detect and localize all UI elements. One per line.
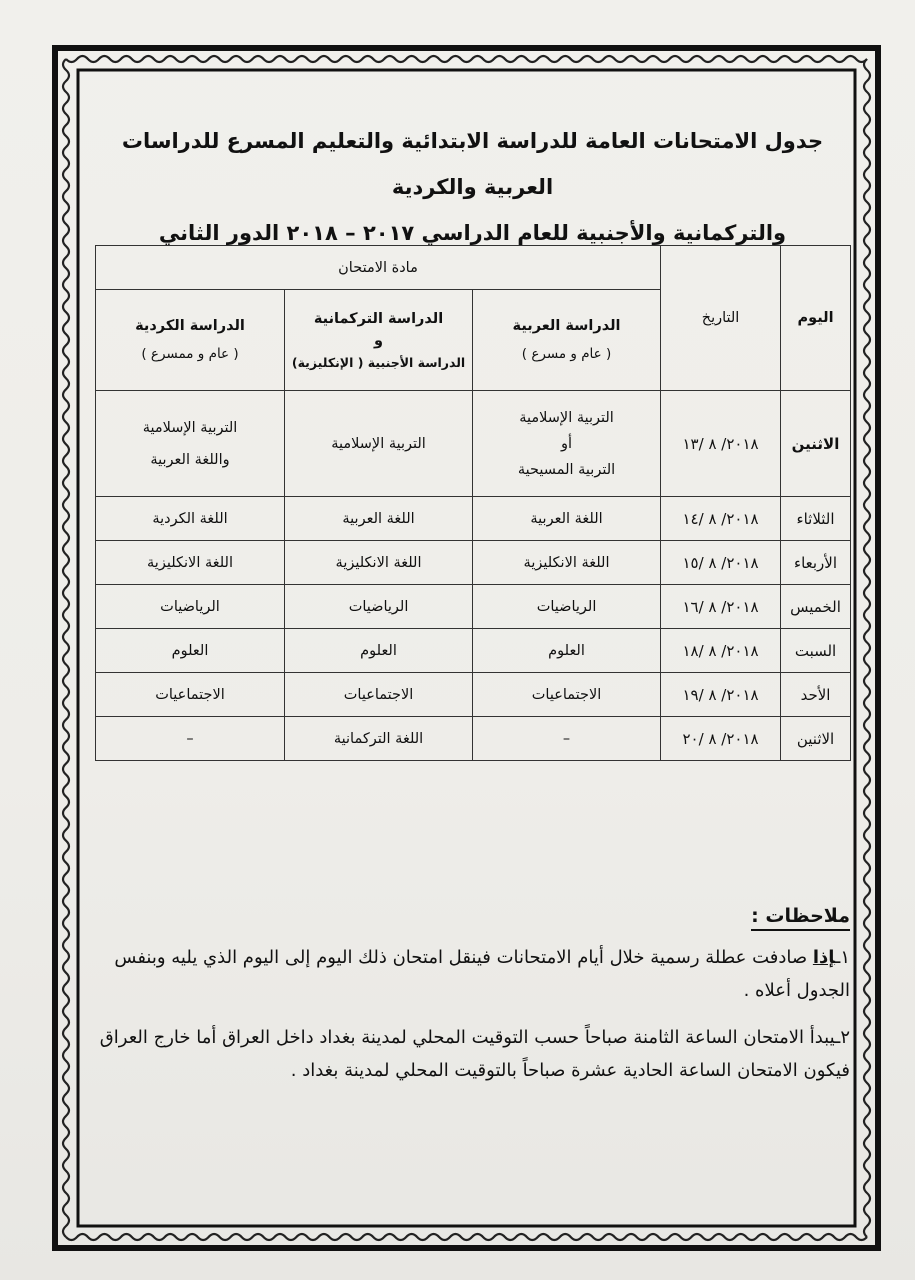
cell-date: ٢٠١٨/ ٨ /٢٠: [661, 717, 781, 761]
cell-turkmen: التربية الإسلامية: [285, 391, 473, 497]
table-row: [96, 391, 851, 497]
cell-kurdish: الاجتماعيات: [96, 673, 285, 717]
exam-schedule-table: [95, 245, 851, 761]
cell-arabic: –: [473, 717, 661, 761]
cell-day: السبت: [781, 629, 851, 673]
cell-date: ٢٠١٨/ ٨ /١٩: [661, 673, 781, 717]
cell-kurdish: العلوم: [96, 629, 285, 673]
cell-kurdish: التربية الإسلامية واللغة العربية: [96, 391, 285, 497]
cell-kurdish: اللغة الانكليزية: [96, 541, 285, 585]
cell-turkmen: الاجتماعيات: [285, 673, 473, 717]
cell-day: الأربعاء: [781, 541, 851, 585]
cell-day: الأحد: [781, 673, 851, 717]
header-date: التاريخ: [661, 246, 781, 391]
cell-date: ٢٠١٨/ ٨ /١٤: [661, 497, 781, 541]
cell-arabic: الاجتماعيات: [473, 673, 661, 717]
note-1: [95, 941, 850, 1007]
note-1-number: ١ـ: [835, 947, 850, 968]
notes-heading: ملاحظات :: [751, 905, 850, 931]
cell-date: ٢٠١٨/ ٨ /١٣: [661, 391, 781, 497]
table-row: [96, 629, 851, 673]
note-2-text: يبدأ الامتحان الساعة الثامنة صباحاً حسب التوقيت المحلي لمدينة بغداد داخل العراق أما خارج العراق فيكون الامتحان الساعة الحادية عشرة صباحاً بالتوقيت المحلي لمدينة بغداد .: [99, 1027, 850, 1081]
cell-date: ٢٠١٨/ ٨ /١٨: [661, 629, 781, 673]
cell-arabic: التربية الإسلامية أو التربية المسيحية: [473, 391, 661, 497]
table-row: [96, 673, 851, 717]
table-row: [96, 717, 851, 761]
note-2: [95, 1021, 850, 1087]
cell-turkmen: اللغة العربية: [285, 497, 473, 541]
cell-arabic: العلوم: [473, 629, 661, 673]
cell-day: الثلاثاء: [781, 497, 851, 541]
cell-turkmen: الرياضيات: [285, 585, 473, 629]
header-turkmen-foreign-study: الدراسة التركمانية و الدراسة الأجنبية ( الإنكليزية): [285, 290, 473, 391]
cell-kurdish: الرياضيات: [96, 585, 285, 629]
cell-arabic: الرياضيات: [473, 585, 661, 629]
title-line-2: والتركمانية والأجنبية للعام الدراسي ٢٠١٧ – ٢٠١٨ الدور الثاني: [158, 221, 787, 245]
note-1-text: صادفت عطلة رسمية خلال أيام الامتحانات فينقل امتحان ذلك اليوم إلى اليوم الذي يليه وبنفس الجدول أعلاه .: [114, 947, 850, 1001]
cell-date: ٢٠١٨/ ٨ /١٥: [661, 541, 781, 585]
cell-turkmen: العلوم: [285, 629, 473, 673]
header-kurdish-study: الدراسة الكردية ( عام و ممسرع ): [96, 290, 285, 391]
notes-section: [95, 905, 850, 1087]
cell-date: ٢٠١٨/ ٨ /١٦: [661, 585, 781, 629]
cell-arabic: اللغة العربية: [473, 497, 661, 541]
note-2-number: ٢ـ: [835, 1027, 850, 1048]
note-1-lead: إذا: [812, 947, 836, 968]
table-row: [96, 585, 851, 629]
cell-day: الاثنين: [781, 717, 851, 761]
title-line-1: جدول الامتحانات العامة للدراسة الابتدائية والتعليم المسرع للدراسات العربية والكردية: [121, 129, 824, 199]
cell-kurdish: –: [96, 717, 285, 761]
table-row: [96, 541, 851, 585]
cell-arabic: اللغة الانكليزية: [473, 541, 661, 585]
document-title: [100, 118, 845, 256]
cell-kurdish: اللغة الكردية: [96, 497, 285, 541]
header-arabic-study: الدراسة العربية ( عام و مسرع ): [473, 290, 661, 391]
cell-day: الاثنين: [781, 391, 851, 497]
header-subject: مادة الامتحان: [96, 246, 661, 290]
cell-day: الخميس: [781, 585, 851, 629]
cell-turkmen: اللغة التركمانية: [285, 717, 473, 761]
table-row: [96, 497, 851, 541]
cell-turkmen: اللغة الانكليزية: [285, 541, 473, 585]
header-day: اليوم: [781, 246, 851, 391]
